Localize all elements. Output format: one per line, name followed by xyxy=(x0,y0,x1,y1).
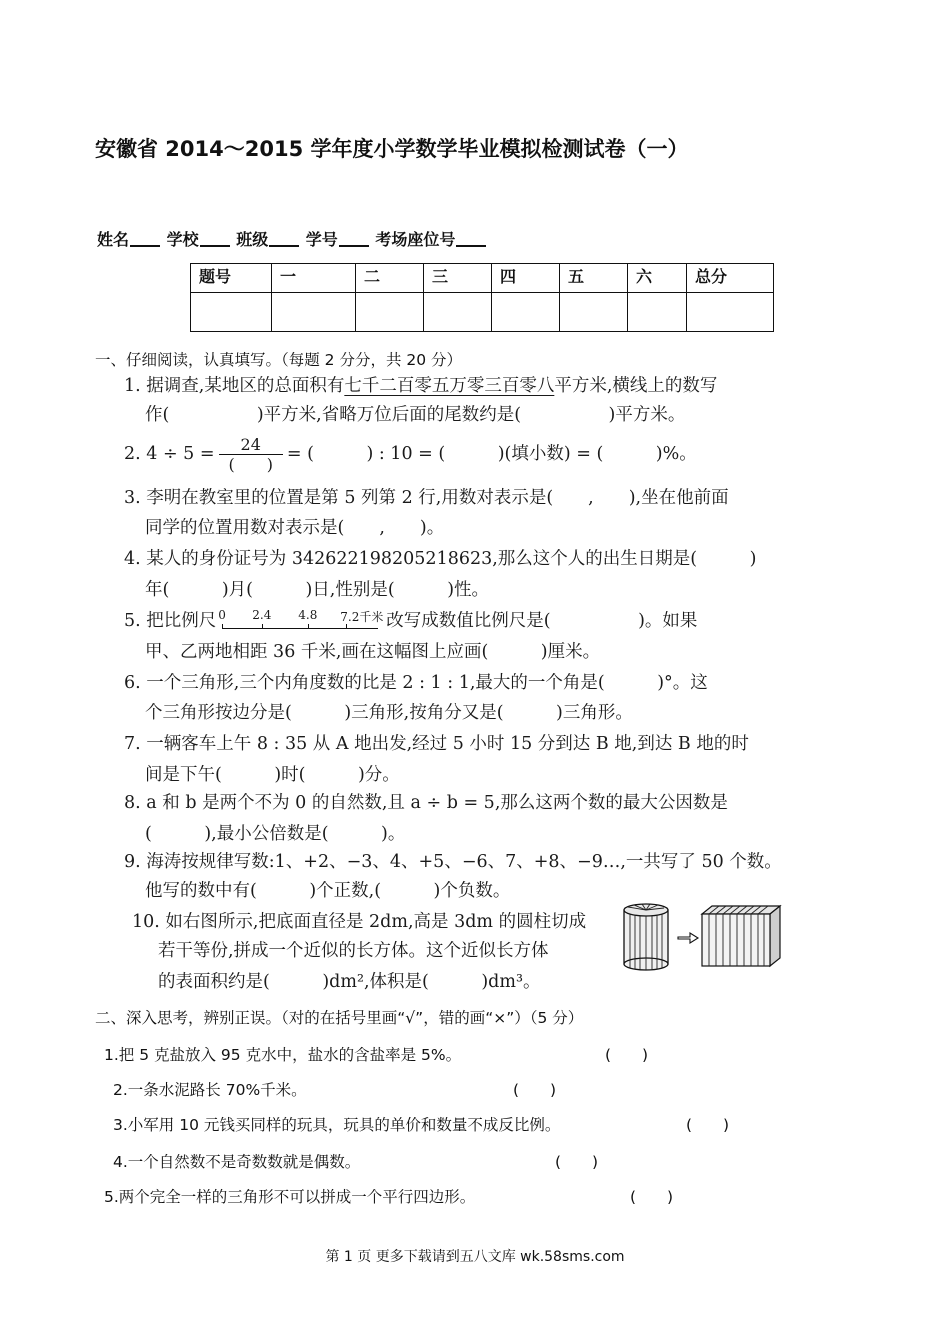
q6-line1: 6. 一个三角形,三个内角度数的比是 2 : 1 : 1,最大的一个角是( )°。这 xyxy=(124,673,708,693)
q1-text-c: 平方米,横线上的数写 xyxy=(554,376,718,396)
page-footer: 第 1 页 更多下载请到五八文库 wk.58sms.com xyxy=(325,1249,625,1265)
q3-line1: 3. 李明在教室里的位置是第 5 列第 2 行,用数对表示是( , ),坐在他前面 xyxy=(124,488,729,508)
score-header-cell: 二 xyxy=(356,264,424,293)
student-info-line xyxy=(97,227,487,250)
ruler-label: 2.4 xyxy=(252,608,272,622)
class-label: 班级 xyxy=(236,230,269,249)
q1-text-a: 1. 据调查,某地区的总面积有 xyxy=(124,376,345,396)
q4-line2: 年( )月( )日,性别是( )性。 xyxy=(145,580,490,600)
q10-line3: 的表面积约是( )dm²,体积是( )dm³。 xyxy=(158,972,541,992)
score-header-cell: 六 xyxy=(628,264,687,293)
q2-fraction xyxy=(219,435,283,474)
tf-item: 3.小军用 10 元钱买同样的玩具，玩具的单价和数量不成反比例。 xyxy=(113,1116,561,1134)
score-table xyxy=(190,263,774,332)
tf-answer-bracket[interactable]: ( ) xyxy=(630,1188,674,1206)
q5-text-b: 改写成数值比例尺是( )。如果 xyxy=(386,611,698,631)
arrow-icon xyxy=(678,933,698,943)
scale-ruler xyxy=(216,610,386,632)
score-cell[interactable] xyxy=(687,293,774,332)
q1-underlined-number: 七千二百零五万零三百零八 xyxy=(344,376,555,396)
section1-heading: 一、仔细阅读，认真填写。（每题 2 分分，共 20 分） xyxy=(95,351,463,369)
score-cell[interactable] xyxy=(560,293,628,332)
score-cell[interactable] xyxy=(191,293,272,332)
score-header-cell: 题号 xyxy=(191,264,272,293)
score-header-cell: 五 xyxy=(560,264,628,293)
seat-label: 考场座位号 xyxy=(375,230,456,249)
name-label: 姓名 xyxy=(97,230,130,249)
tf-answer-bracket[interactable]: ( ) xyxy=(605,1046,649,1064)
tf-item: 5.两个完全一样的三角形不可以拼成一个平行四边形。 xyxy=(104,1188,476,1206)
student-no-blank[interactable] xyxy=(339,231,369,247)
q2-line xyxy=(124,435,697,474)
tf-item: 2.一条水泥路长 70%千米。 xyxy=(113,1081,307,1099)
q1-line1 xyxy=(124,372,717,397)
seat-blank[interactable] xyxy=(456,231,486,247)
q6-line2: 个三角形按边分是( )三角形,按角分又是( )三角形。 xyxy=(145,703,633,723)
school-label: 学校 xyxy=(166,230,199,249)
q3-line2: 同学的位置用数对表示是( , )。 xyxy=(145,518,445,538)
tf-item: 4.一个自然数不是奇数数就是偶数。 xyxy=(113,1153,361,1171)
q1-line2: 作( )平方米,省略万位后面的尾数约是( )平方米。 xyxy=(145,405,686,425)
score-cell[interactable] xyxy=(492,293,560,332)
score-header-cell: 四 xyxy=(492,264,560,293)
cuboid-shape xyxy=(702,906,780,966)
ruler-tick xyxy=(308,624,309,629)
score-cell[interactable] xyxy=(272,293,356,332)
score-header-cell: 总分 xyxy=(687,264,774,293)
name-blank[interactable] xyxy=(130,231,160,247)
q2-text-b: = ( ) : 10 = ( )(填小数) = ( )%。 xyxy=(286,444,697,464)
q8-line1: 8. a 和 b 是两个不为 0 的自然数,且 a ÷ b = 5,那么这两个数的最大公因数是 xyxy=(124,793,728,813)
score-cell[interactable] xyxy=(628,293,687,332)
school-blank[interactable] xyxy=(200,231,230,247)
q4-line1: 4. 某人的身份证号为 342622198205218623,那么这个人的出生日期是( ) xyxy=(124,549,757,569)
page-title: 安徽省 2014～2015 学年度小学数学毕业模拟检测试卷（一） xyxy=(95,137,689,161)
score-table-header-row xyxy=(191,264,774,293)
score-header-cell: 三 xyxy=(424,264,492,293)
q2-text-a: 2. 4 ÷ 5 = xyxy=(124,444,215,464)
student-no-label: 学号 xyxy=(305,230,338,249)
ruler-tick xyxy=(222,624,223,629)
q5-text-a: 5. 把比例尺 xyxy=(124,611,217,631)
tf-answer-bracket[interactable]: ( ) xyxy=(513,1081,557,1099)
class-blank[interactable] xyxy=(269,231,299,247)
tf-item: 1.把 5 克盐放入 95 克水中，盐水的含盐率是 5%。 xyxy=(104,1046,462,1064)
q7-line1: 7. 一辆客车上午 8 : 35 从 A 地出发,经过 5 小时 15 分到达 B 地,到达 B 地的时 xyxy=(124,734,749,754)
score-header-cell: 一 xyxy=(272,264,356,293)
score-table-score-row xyxy=(191,293,774,332)
ruler-label: 0 xyxy=(218,608,226,622)
q8-line2: ( ),最小公倍数是( )。 xyxy=(145,824,406,844)
tf-answer-bracket[interactable]: ( ) xyxy=(555,1153,599,1171)
ruler-label: 4.8 xyxy=(298,608,318,622)
score-cell[interactable] xyxy=(356,293,424,332)
ruler-line xyxy=(222,628,378,629)
cylinder-to-cuboid-figure xyxy=(620,900,785,972)
cylinder-shape xyxy=(624,904,668,970)
q5-line2: 甲、乙两地相距 36 千米,画在这幅图上应画( )厘米。 xyxy=(145,642,601,662)
q9-line1: 9. 海涛按规律写数:1、+2、−3、4、+5、−6、7、+8、−9…,一共写了 50 个数。 xyxy=(124,852,782,872)
q2-denominator: ( ) xyxy=(228,455,273,474)
q5-line1 xyxy=(124,607,697,632)
score-cell[interactable] xyxy=(424,293,492,332)
q10-line2: 若干等份,拼成一个近似的长方体。这个近似长方体 xyxy=(158,941,549,961)
q7-line2: 间是下午( )时( )分。 xyxy=(145,765,400,785)
section2-heading: 二、深入思考，辨别正误。（对的在括号里画“√”，错的画“×”）（5 分） xyxy=(95,1009,584,1027)
ruler-tick xyxy=(262,624,263,629)
q9-line2: 他写的数中有( )个正数,( )个负数。 xyxy=(145,881,511,901)
tf-answer-bracket[interactable]: ( ) xyxy=(686,1116,730,1134)
q2-numerator: 24 xyxy=(219,435,283,455)
q10-line1: 10. 如右图所示,把底面直径是 2dm,高是 3dm 的圆柱切成 xyxy=(132,912,587,932)
ruler-label: 7.2千米 xyxy=(340,610,384,624)
